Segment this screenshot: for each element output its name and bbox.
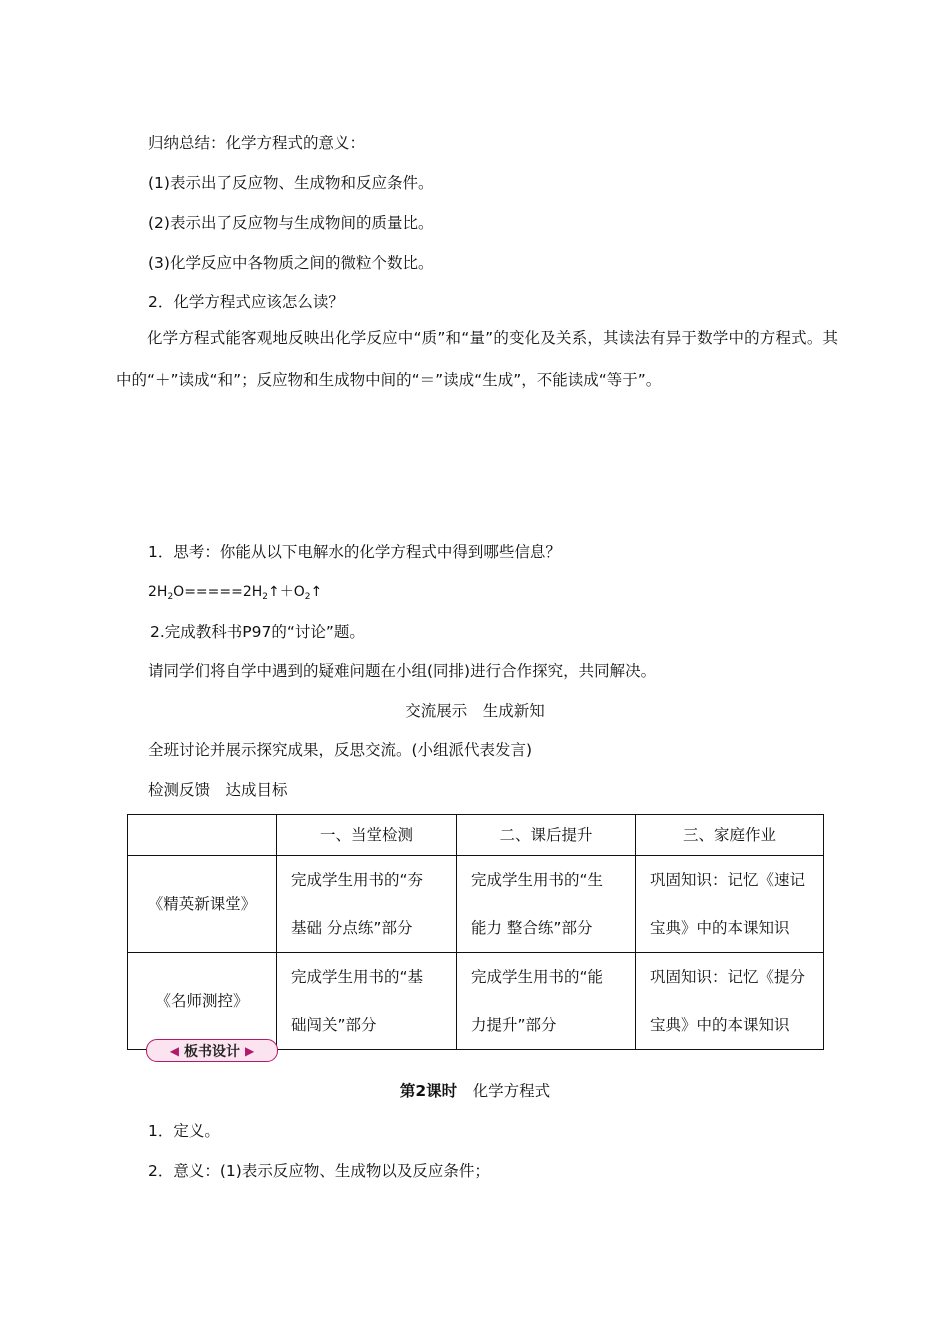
right-arrow-icon: ▶ [245,1043,255,1058]
header-cell-empty [128,815,277,856]
header-cell-homework: 三、家庭作业 [636,815,824,856]
table-row [128,856,824,953]
header-cell-in-class: 一、当堂检测 [277,815,457,856]
row-name: 《名师测控》 [128,953,277,1050]
feedback-table [127,814,824,1050]
left-arrow-icon: ◀ [169,1043,179,1058]
table-cell: 完成学生用书的“生 能力 整合练”部分 [457,856,636,953]
table-cell: 巩固知识：记忆《速记 宝典》中的本课知识 [636,856,824,953]
discussion-task: 2.完成教科书P97的“讨论”题。 [150,623,365,641]
summary-item-3: (3)化学反应中各物质之间的微粒个数比。 [148,254,434,272]
table-cell: 完成学生用书的“夯 基础 分点练”部分 [277,856,457,953]
table-cell: 完成学生用书的“基 础闯关”部分 [277,953,457,1050]
summary-item-2: (2)表示出了反应物与生成物间的质量比。 [148,214,434,232]
equation: $2H_2O=====2H_2↑+O_2↑$ [148,584,323,602]
header-cell-after-class: 二、课后提升 [457,815,636,856]
table-cell: 巩固知识：记忆《提分 宝典》中的本课知识 [636,953,824,1050]
lesson-title: 第2课时 化学方程式 [399,1082,551,1100]
exchange-heading: 交流展示 生成新知 [405,702,545,720]
summary-title: 归纳总结：化学方程式的意义： [148,134,366,152]
board-design-banner [146,1039,278,1062]
banner-label: 板书设计 [184,1043,240,1060]
cooperate-text: 请同学们将自学中遇到的疑难问题在小组(同排)进行合作探究，共同解决。 [148,662,657,680]
exchange-text: 全班讨论并展示探究成果，反思交流。(小组派代表发言) [148,741,533,759]
table-header-row [128,815,824,856]
reading-paragraph: 化学方程式能客观地反映出化学反应中“质”和“量”的变化及关系，其读法有异于数学中的方程式。其中的“＋”读成“和”；反应物和生成物中间的“＝”读成“生成”，不能读成“等于”。 [116,329,838,389]
table-cell: 完成学生用书的“能 力提升”部分 [457,953,636,1050]
summary-item-1: (1)表示出了反应物、生成物和反应条件。 [148,174,434,192]
reading-question: 2．化学方程式应该怎么读？ [148,293,344,311]
feedback-heading: 检测反馈 达成目标 [148,781,288,799]
table-row [128,953,824,1050]
row-name: 《精英新课堂》 [128,856,277,953]
board-item-1: 1．定义。 [148,1122,220,1140]
think-question: 1．思考：你能从以下电解水的化学方程式中得到哪些信息？ [148,543,561,561]
board-item-2: 2．意义：(1)表示反应物、生成物以及反应条件； [148,1162,490,1180]
